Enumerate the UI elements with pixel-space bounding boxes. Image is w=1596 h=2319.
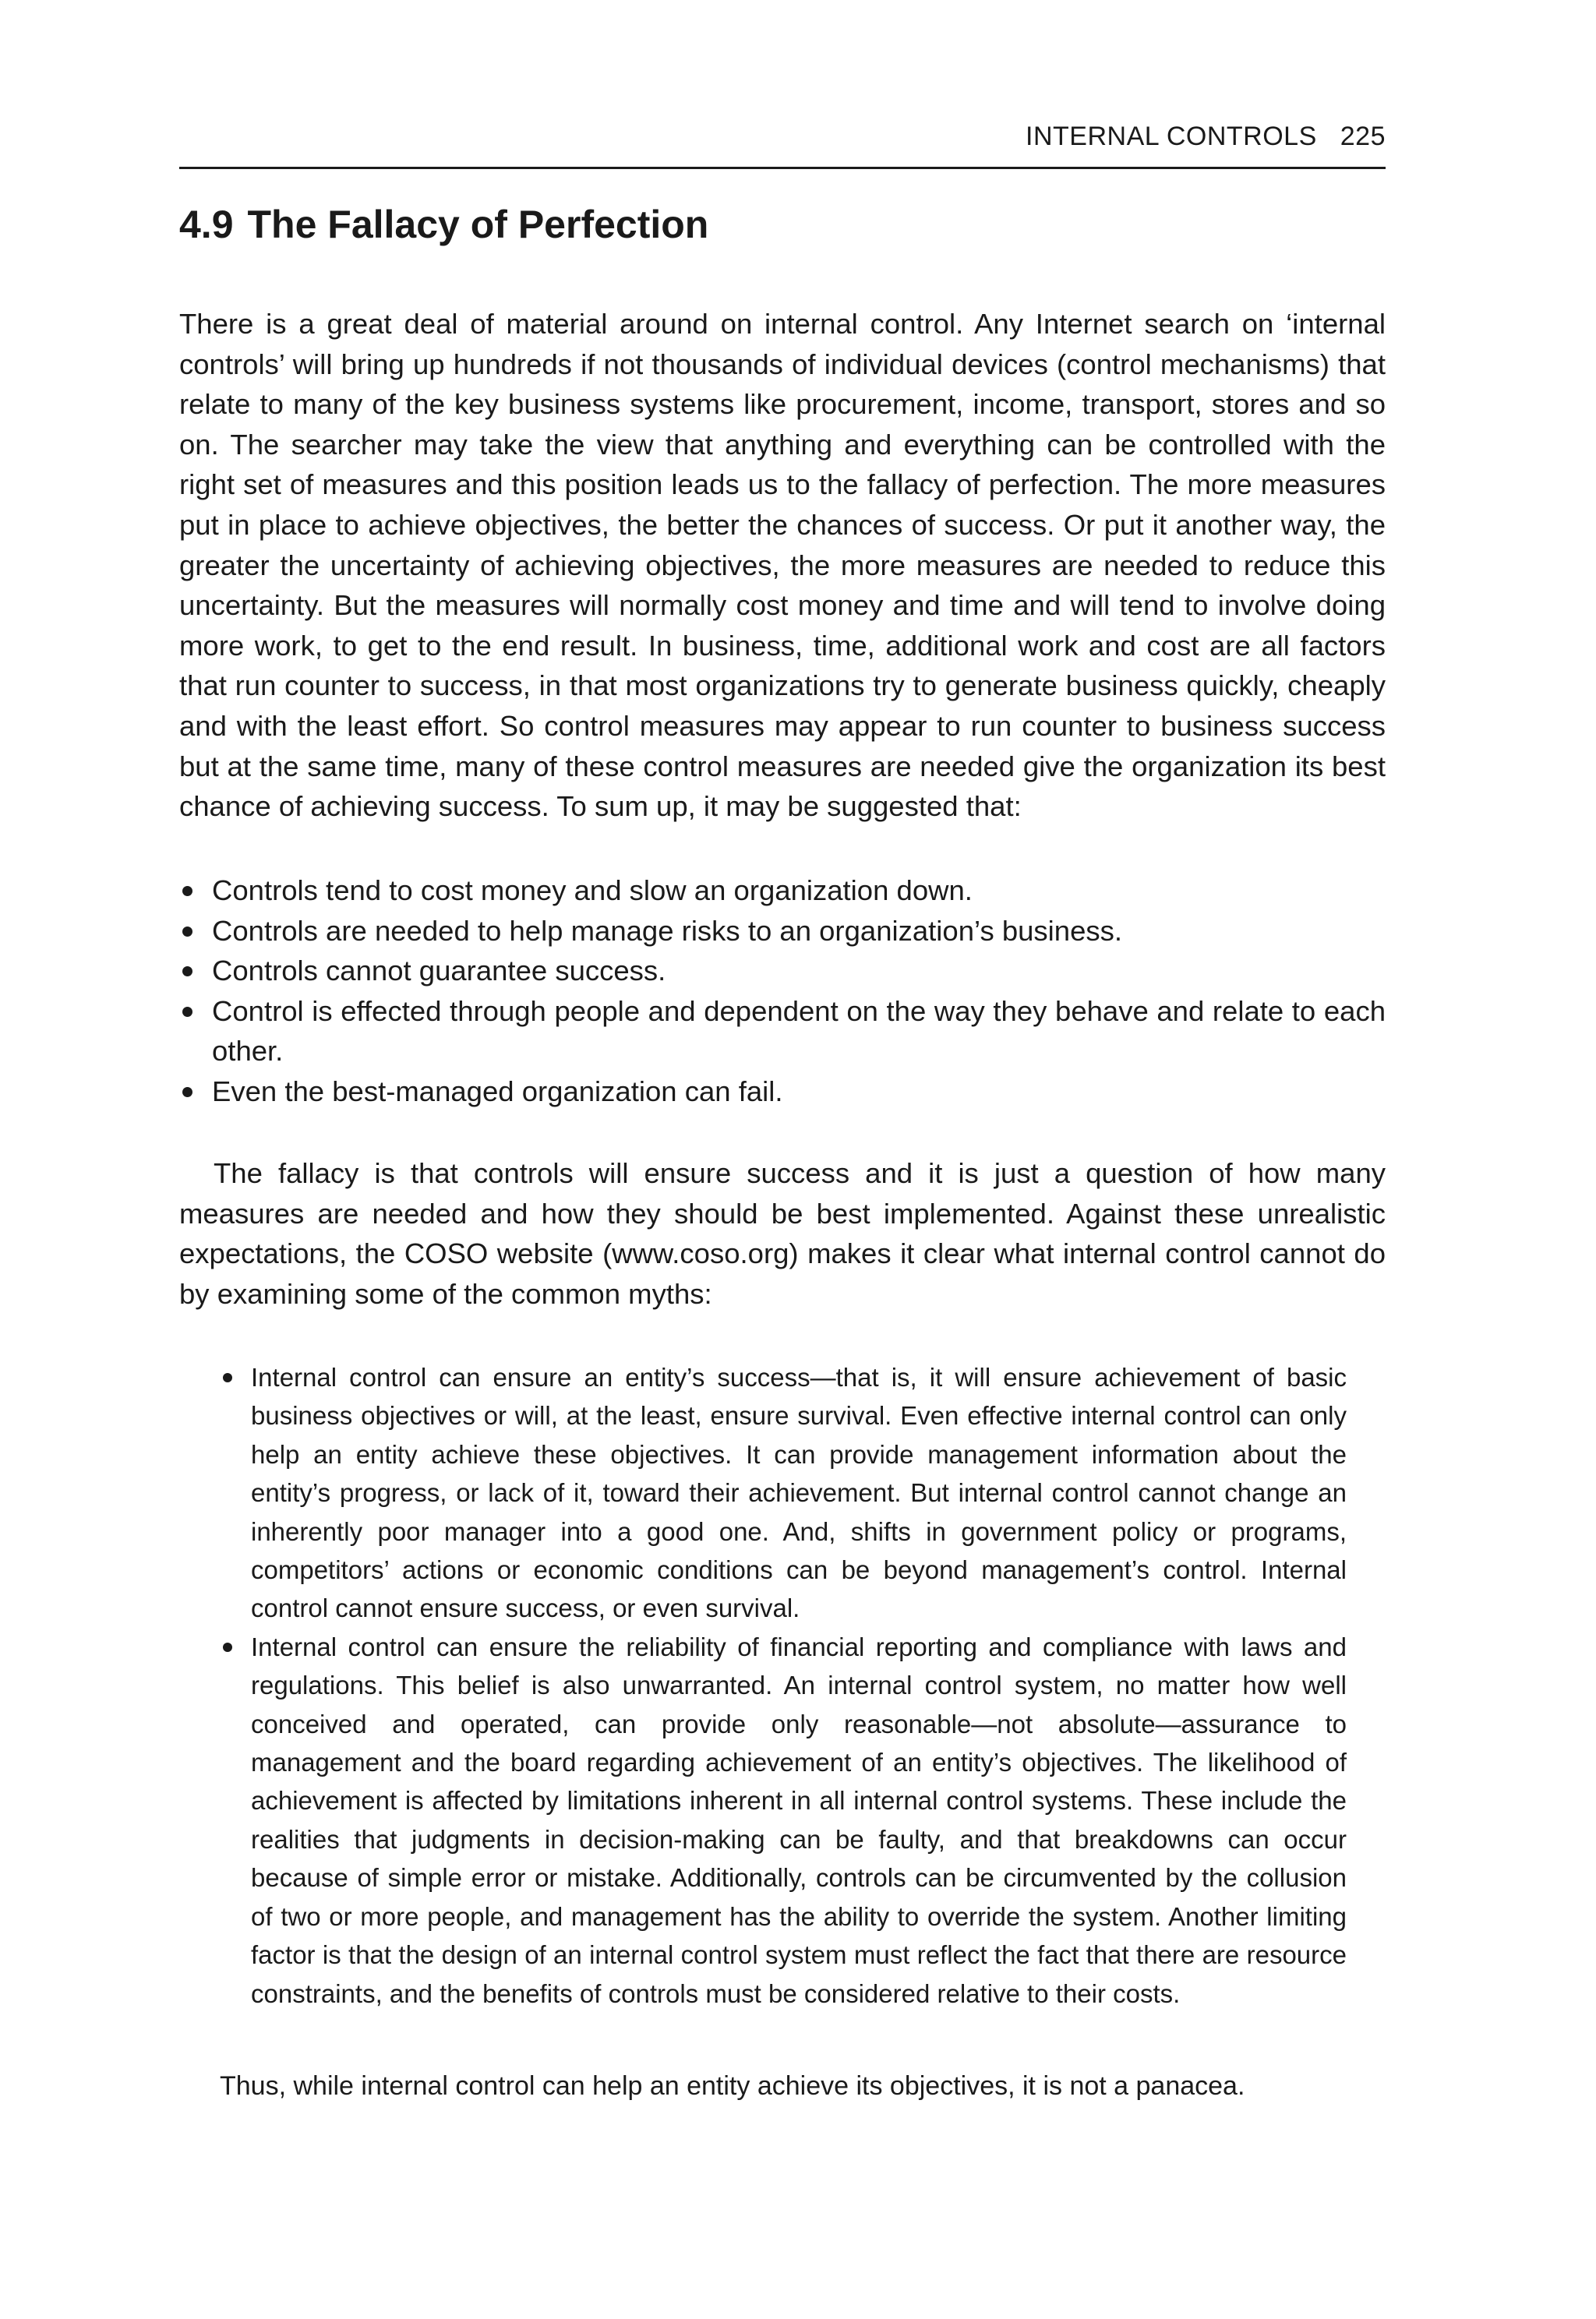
running-title: INTERNAL CONTROLS <box>1026 122 1317 151</box>
summary-bullet-list <box>179 870 1386 1112</box>
list-item <box>179 991 1386 1071</box>
intro-paragraph: There is a great deal of material around on internal control. Any Internet search on ‘internal controls’ will bring up hundreds if not thousands of individual devices (control mechanisms) that relate to many of the key business systems like procurement, income, transport, stores and so on. The searcher may take the view that anything and everything can be controlled with the right set of measures and this position leads us to the fallacy of perfection. The more measures put in place to achieve objectives, the better the chances of success. Or put it another way, the greater the uncertainty of achieving objectives, the more measures are needed to reduce this uncertainty. But the measures will normally cost money and time and will tend to involve doing more work, to get to the end result. In business, time, additional work and cost are all factors that run counter to success, in that most organizations try to generate business quickly, cheaply and with the least effort. So control measures may appear to run counter to business success but at the same time, many of these control measures are needed give the organization its best chance of achieving success. To sum up, it may be suggested that: <box>179 308 1386 823</box>
list-item-text: Even the best-managed organization can fail. <box>212 1075 783 1107</box>
list-item-text: Controls cannot guarantee success. <box>212 955 666 987</box>
section-title: The Fallacy of Perfection <box>247 203 709 246</box>
fallacy-paragraph: The fallacy is that controls will ensure success and it is just a question of how many measures are needed and how they should be best implemented. Against these unrealistic expectations, the COSO website (www.coso.org) makes it clear what internal control cannot do by examining some of the common myths: <box>179 1157 1386 1310</box>
list-item-text: Controls are needed to help manage risks to an organization’s business. <box>212 914 1123 947</box>
list-item <box>179 1071 1386 1112</box>
bullet-icon <box>182 886 192 896</box>
bullet-icon <box>182 966 192 976</box>
header-rule <box>179 167 1386 169</box>
bullet-icon <box>223 1643 232 1652</box>
myth-text: Internal control can ensure the reliability of financial reporting and compliance with laws and regulations. This belief is also unwarranted. An internal control system, no matter how well conceived and operated, can provide only reasonable—not absolute—assurance to management and the board regarding achievement of an entity’s objectives. The likelihood of achievement is affected by limitations inherent in all internal control systems. These include the realities that judgments in decision-making can be faulty, and that breakdowns can occur because of simple error or mistake. Additionally, controls can be circumvented by the collusion of two or more people, and management has the ability to override the system. Another limiting factor is that the design of an internal control system must reflect the fact that there are resource constraints, and the benefits of controls must be considered relative to their costs. <box>251 1632 1347 2008</box>
list-item-text: Control is effected through people and dependent on the way they behave and relate to each other. <box>212 994 1386 1068</box>
list-item <box>179 951 1386 991</box>
page-number: 225 <box>1340 122 1386 151</box>
myth-text: Internal control can ensure an entity’s success—that is, it will ensure achievement of basic business objectives or will, at the least, ensure survival. Even effective internal control can only help an entity achieve these objectives. It can provide management information about the entity’s progress, or lack of it, toward their achievement. But internal control cannot change an inherently poor manager into a good one. And, shifts in government policy or programs, competitors’ actions or economic conditions can be beyond management’s control. Internal control cannot ensure success, or even survival. <box>251 1363 1347 1623</box>
bullet-icon <box>223 1373 232 1382</box>
bullet-icon <box>182 1007 192 1017</box>
bullet-icon <box>182 927 192 937</box>
section-heading <box>179 201 708 248</box>
section-number: 4.9 <box>179 203 234 246</box>
list-item-text: Controls tend to cost money and slow an organization down. <box>212 874 973 906</box>
list-item <box>179 870 1386 911</box>
list-item <box>220 1358 1347 1628</box>
closing-paragraph: Thus, while internal control can help an entity achieve its objectives, it is not a panacea. <box>220 2071 1245 2101</box>
running-header <box>179 122 1386 152</box>
coso-myths-list <box>220 1358 1347 2013</box>
list-item <box>179 911 1386 951</box>
list-item <box>220 1628 1347 2013</box>
bullet-icon <box>182 1087 192 1097</box>
